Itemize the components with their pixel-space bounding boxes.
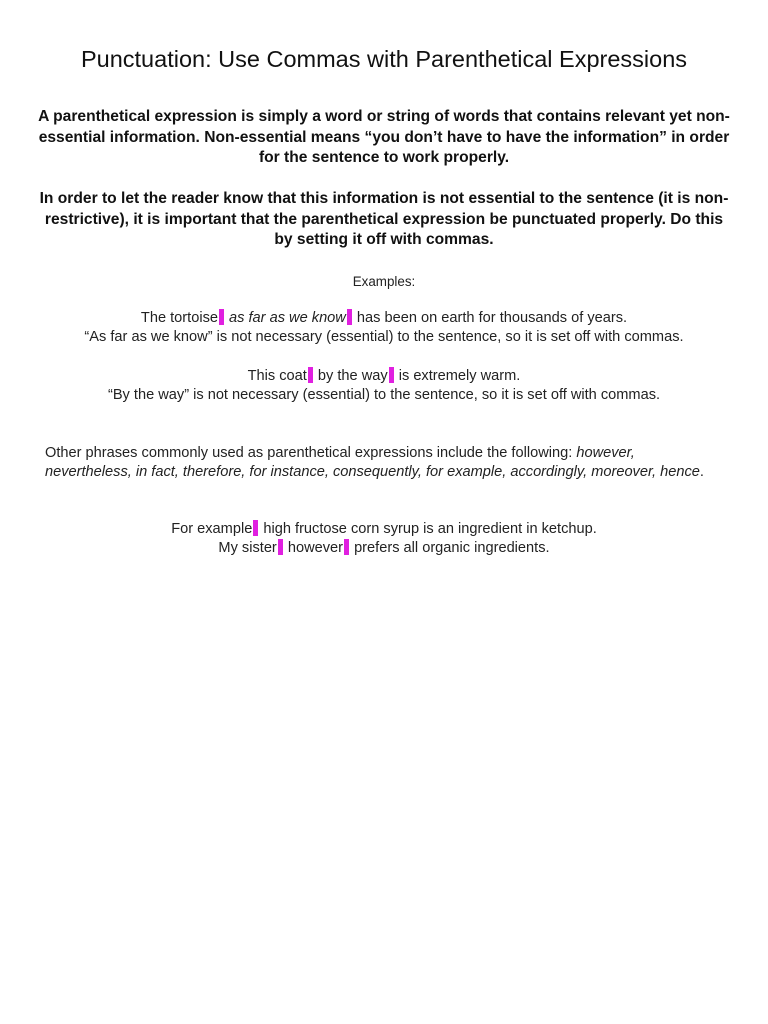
comma-highlight-marker (253, 520, 258, 536)
example-3-after: high fructose corn syrup is an ingredient in ketchup. (259, 521, 597, 537)
example-2-after: is extremely warm. (394, 368, 521, 384)
example-1-after: has been on earth for thousands of years. (352, 310, 628, 326)
example-1-phrase: as far as we know (224, 310, 346, 326)
example-4-after: prefers all organic ingredients. (350, 540, 550, 556)
example-4-phrase: however (283, 540, 344, 556)
comma-highlight-marker (308, 367, 313, 383)
example-sentence-4 (0, 539, 768, 558)
other-phrases-list: however, nevertheless, in fact, therefore, for instance, consequently, for example, accordingly, moreover, hence (45, 445, 700, 480)
comma-highlight-marker (389, 367, 394, 383)
page-title: Punctuation: Use Commas with Parenthetical Expressions (80, 46, 688, 72)
comma-highlight-marker (219, 309, 224, 325)
other-phrases-intro: Other phrases commonly used as parenthetical expressions include the following: (45, 445, 577, 461)
example-sentence-2 (0, 367, 768, 386)
example-sentence-3 (0, 520, 768, 539)
example-4-before: My sister (218, 540, 277, 556)
example-sentence-1 (0, 309, 768, 328)
intro-paragraph-punctuation: In order to let the reader know that this information is not essential to the sentence (it is non-restrictive), it is important that the parenthetical expression be punctuated properly. Do this by setting it off with commas. (39, 190, 729, 248)
other-phrases-end: . (699, 464, 704, 480)
comma-highlight-marker (347, 309, 352, 325)
example-1-explanation: “As far as we know” is not necessary (essential) to the sentence, so it is set off with commas. (84, 329, 684, 345)
examples-label: Examples: (352, 274, 416, 289)
example-1-before: The tortoise (140, 310, 218, 326)
comma-highlight-marker (278, 539, 283, 555)
comma-highlight-marker (344, 539, 349, 555)
example-3-before: For example (171, 521, 253, 537)
example-2-phrase: by the way (313, 368, 388, 384)
example-2-before: This coat (247, 368, 307, 384)
example-2-explanation: “By the way” is not necessary (essential) to the sentence, so it is set off with commas. (107, 387, 661, 403)
other-phrases-paragraph (45, 444, 725, 482)
intro-paragraph-definition: A parenthetical expression is simply a word or string of words that contains relevant yet non-essential information. Non-essential means “you don’t have to have the information” in order for the sentence to work properly. (38, 108, 730, 166)
